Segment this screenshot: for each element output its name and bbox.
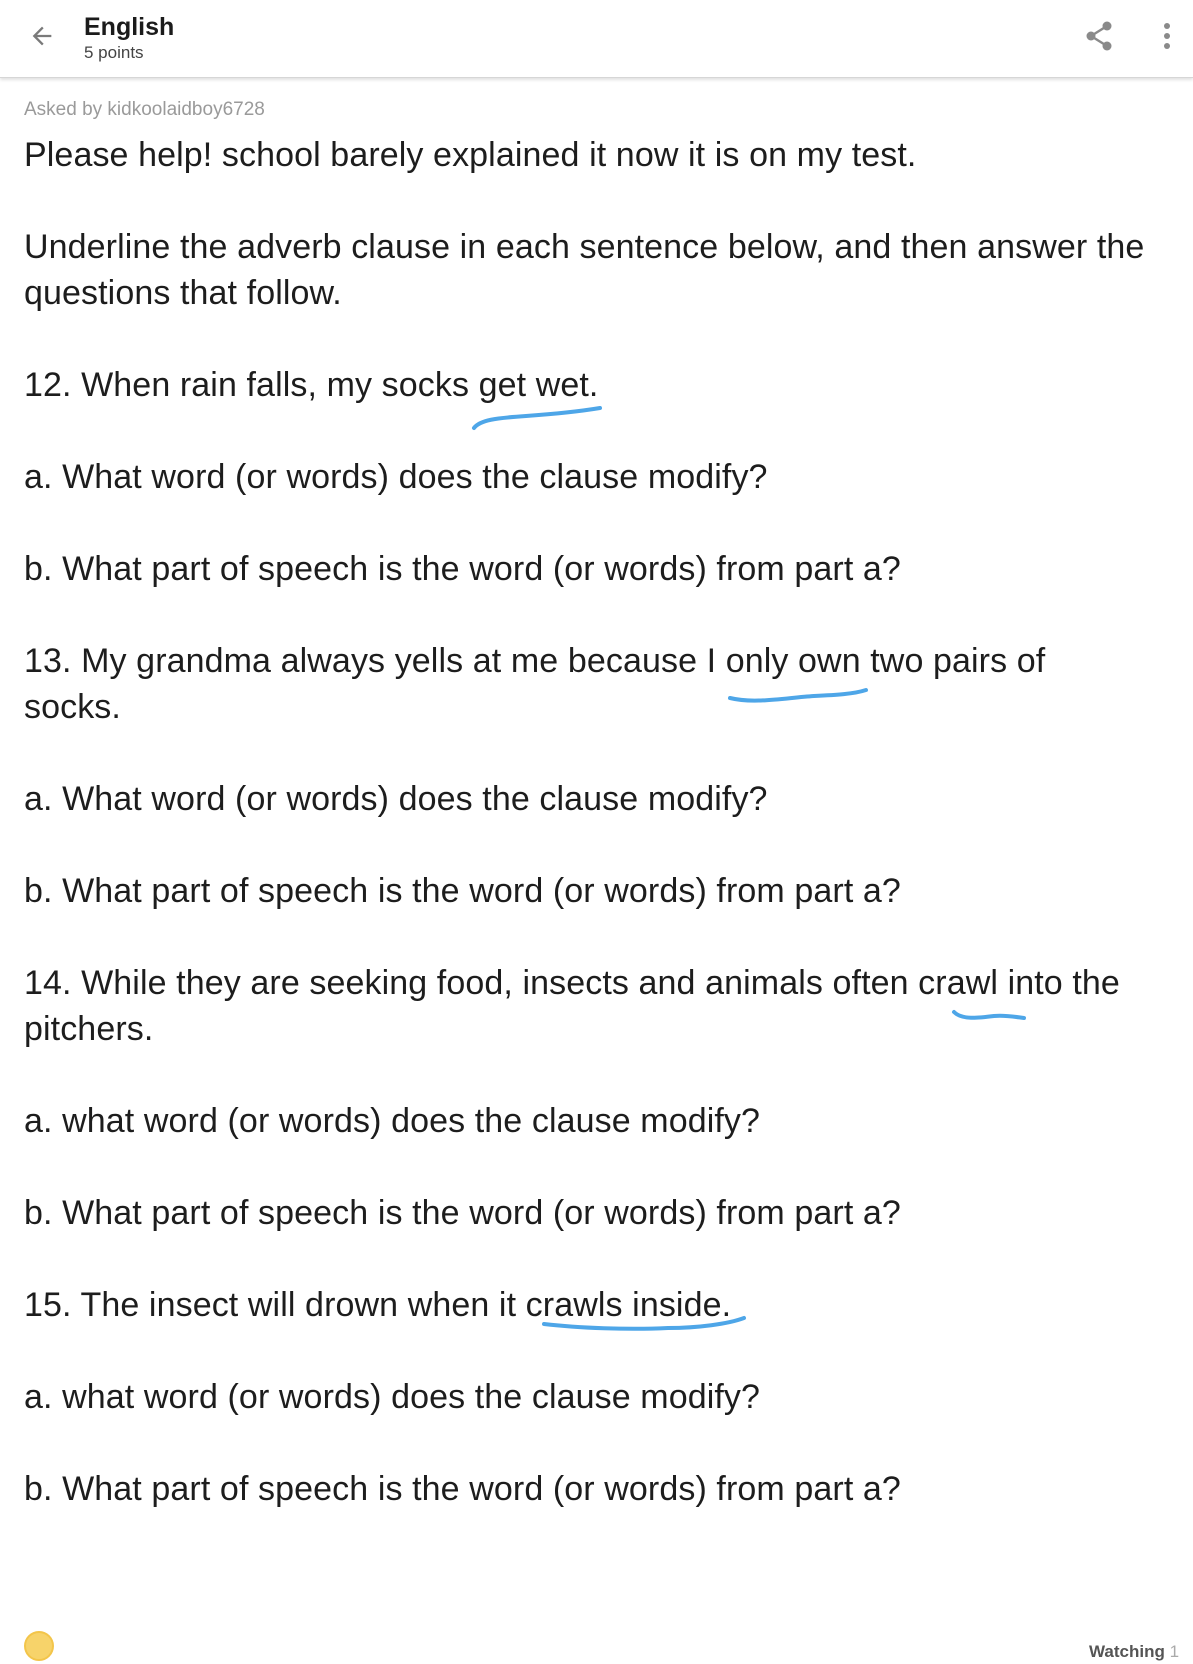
back-button[interactable] [20, 16, 64, 56]
item-14-sentence: 14. While they are seeking food, insects and animals often crawl into the pitchers. [24, 964, 1120, 1048]
question-intro: Please help! school barely explained it now it is on my test. [24, 136, 917, 174]
more-options-button[interactable] [1152, 16, 1182, 56]
item-15-part-b: b. What part of speech is the word (or words) from part a? [24, 1470, 901, 1508]
item-13-part-b: b. What part of speech is the word (or words) from part a? [24, 872, 901, 910]
watching-label: Watching [1089, 1642, 1165, 1661]
item-12-part-b: b. What part of speech is the word (or words) from part a? [24, 550, 901, 588]
item-14-part-a: a. what word (or words) does the clause modify? [24, 1102, 761, 1140]
back-arrow-icon [28, 22, 56, 50]
pen-underline-item-14 [948, 1004, 1030, 1026]
item-15-part-a: a. what word (or words) does the clause modify? [24, 1378, 761, 1416]
share-button[interactable] [1078, 16, 1120, 56]
item-12-sentence: 12. When rain falls, my socks get wet. [24, 366, 599, 404]
question-body [24, 96, 1174, 1512]
subject-title: English [84, 13, 175, 41]
title-block [84, 12, 174, 64]
pen-underline-item-12 [466, 398, 606, 434]
asked-by-label: Asked by kidkoolaidboy6728 [24, 99, 265, 120]
item-15-sentence: 15. The insect will drown when it crawls inside. [24, 1286, 732, 1324]
item-13-sentence: 13. My grandma always yells at me because I only own two pairs of socks. [24, 642, 1046, 726]
top-bar [0, 0, 1193, 78]
pen-underline-item-13 [724, 682, 874, 706]
watching-count: 1 [1169, 1642, 1180, 1661]
question-instructions: Underline the adverb clause in each sentence below, and then answer the questions that follow. [24, 228, 1145, 312]
watching-indicator [1089, 1642, 1179, 1662]
item-12-part-a: a. What word (or words) does the clause modify? [24, 458, 768, 496]
avatar[interactable] [24, 1631, 54, 1661]
more-vertical-icon [1163, 22, 1171, 50]
pen-underline-item-15 [538, 1312, 750, 1338]
item-14-part-b: b. What part of speech is the word (or words) from part a? [24, 1194, 901, 1232]
item-13-part-a: a. What word (or words) does the clause modify? [24, 780, 768, 818]
share-icon [1084, 20, 1114, 52]
points-label: 5 points [84, 43, 144, 62]
